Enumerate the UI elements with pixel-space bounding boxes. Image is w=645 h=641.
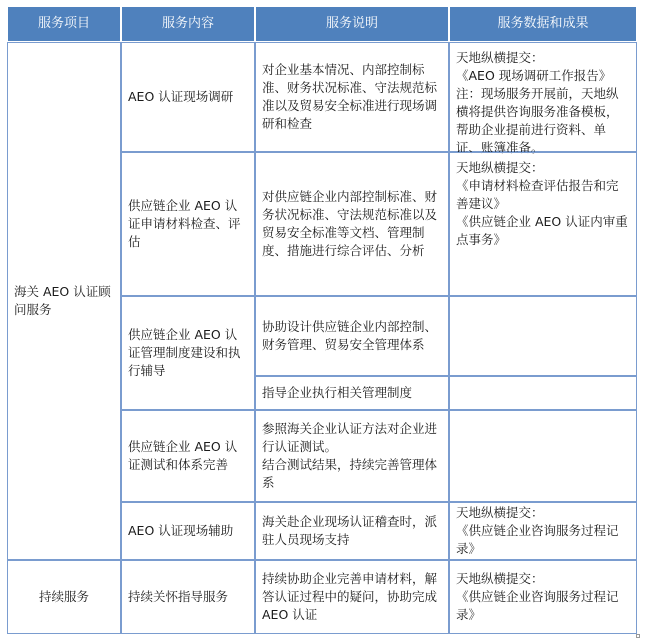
description-cell bbox=[255, 376, 449, 410]
content-cell bbox=[121, 296, 255, 410]
header-service-item bbox=[7, 6, 121, 42]
result-cell-empty bbox=[449, 410, 637, 502]
header-service-item-label: 服务项目 bbox=[37, 16, 90, 31]
content-text: AEO 认证现场辅助 bbox=[128, 523, 234, 538]
content-text: AEO 认证现场调研 bbox=[128, 89, 234, 104]
content-text: 供应链企业 AEO 认证测试和体系完善 bbox=[128, 439, 238, 472]
result-cell-empty bbox=[449, 376, 637, 410]
result-cell bbox=[449, 152, 637, 296]
header-service-content bbox=[121, 6, 255, 42]
result-cell bbox=[449, 502, 637, 560]
description-cell bbox=[255, 410, 449, 502]
result-cell-empty bbox=[449, 296, 637, 376]
description-text: 对供应链企业内部控制标准、财务状况标准、守法规范标准以及贸易安全标准等文档、管理制度、措施进行综合评估、分析 bbox=[262, 189, 438, 258]
description-text: 对企业基本情况、内部控制标准、财务状况标准、守法规范标准以及贸易安全标准进行现场调研和检查 bbox=[262, 62, 438, 131]
description-cell bbox=[255, 502, 449, 560]
description-text: 持续协助企业完善申请材料，解答认证过程中的疑问，协助完成 AEO 认证 bbox=[262, 571, 441, 622]
description-text: 海关赴企业现场认证稽查时，派驻人员现场支持 bbox=[262, 514, 438, 547]
content-cell bbox=[121, 560, 255, 634]
content-text: 持续关怀指导服务 bbox=[128, 589, 229, 604]
description-cell bbox=[255, 152, 449, 296]
result-text: 天地纵横提交： 《AEO 现场调研工作报告》 注：现场服务开展前，天地纵横将提供咨询服务准备模板，帮助企业提前进行资料、单证、账簿准备。 bbox=[456, 50, 619, 155]
service-item-label: 持续服务 bbox=[38, 589, 89, 604]
header-service-description-label: 服务说明 bbox=[325, 16, 378, 31]
description-cell bbox=[255, 296, 449, 376]
content-cell bbox=[121, 42, 255, 152]
service-item-aeo-consulting bbox=[7, 42, 121, 560]
content-cell bbox=[121, 410, 255, 502]
content-cell bbox=[121, 502, 255, 560]
service-item-label: 海关 AEO 认证顾问服务 bbox=[14, 284, 111, 317]
service-table bbox=[7, 6, 637, 634]
table-resize-handle[interactable] bbox=[636, 634, 640, 638]
description-cell bbox=[255, 560, 449, 634]
result-text: 天地纵横提交： 《供应链企业咨询服务过程记录》 bbox=[456, 571, 619, 622]
description-text: 协助设计供应链企业内部控制、财务管理、贸易安全管理体系 bbox=[262, 319, 438, 352]
result-text: 天地纵横提交： 《供应链企业咨询服务过程记录》 bbox=[456, 505, 619, 556]
header-service-results-label: 服务数据和成果 bbox=[497, 16, 589, 31]
content-text: 供应链企业 AEO 认证管理制度建设和执行辅导 bbox=[128, 327, 241, 378]
content-text: 供应链企业 AEO 认证申请材料检查、评估 bbox=[128, 198, 241, 249]
service-item-continuous bbox=[7, 560, 121, 634]
result-cell bbox=[449, 42, 637, 155]
content-cell bbox=[121, 152, 255, 296]
header-service-content-label: 服务内容 bbox=[161, 16, 214, 31]
result-text: 天地纵横提交： 《申请材料检查评估报告和完善建议》 《供应链企业 AEO 认证内审重点事务》 bbox=[456, 160, 628, 247]
header-service-results bbox=[449, 6, 637, 42]
description-cell bbox=[255, 42, 449, 152]
header-service-description bbox=[255, 6, 449, 42]
result-cell bbox=[449, 560, 637, 634]
description-text: 参照海关企业认证方法对企业进行认证测试。 结合测试结果，持续完善管理体系 bbox=[262, 421, 438, 490]
description-text: 指导企业执行相关管理制度 bbox=[262, 385, 413, 400]
